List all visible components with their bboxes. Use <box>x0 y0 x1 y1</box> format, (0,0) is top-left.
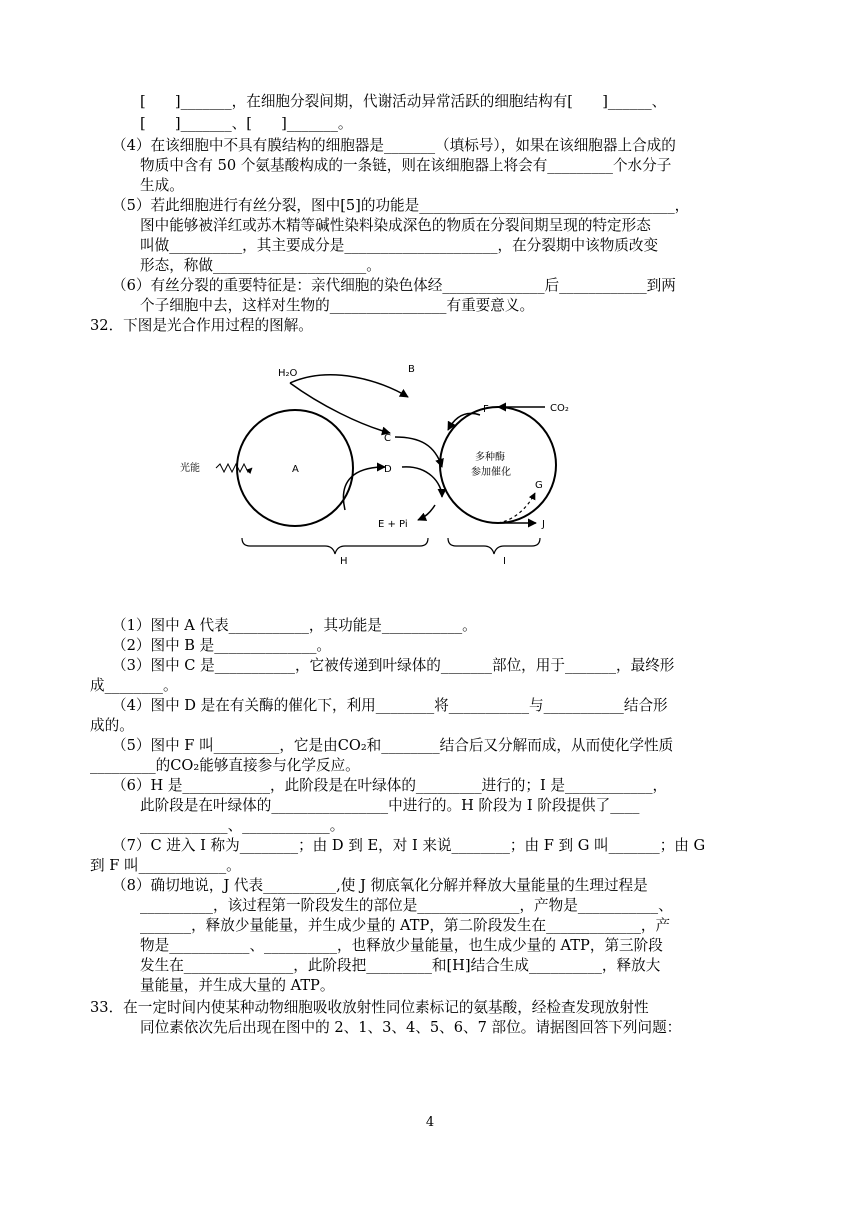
q32-8-line-2: __________，该过程第一阶段发生的部位是______________，产物是___________、 <box>140 897 673 914</box>
q31-5-line-1: （5）若此细胞进行有丝分裂，图中[5]的功能是___________________________________， <box>112 197 690 214</box>
q32-5-line-2: _________的CO₂能够直接参与化学反应。 <box>90 757 360 774</box>
q32-1: （1）图中 A 代表___________，其功能是___________。 <box>112 617 477 634</box>
label-g: G <box>535 480 543 491</box>
q32-6-line-1: （6）H 是____________，此阶段是在叶绿体的_________进行的；I 是____________， <box>112 777 668 794</box>
q31-4-line-3: 生成。 <box>140 177 184 194</box>
q32-4-line-1: （4）图中 D 是在有关酶的催化下，利用________将___________与___________结合形 <box>112 697 668 714</box>
q33-line-2: 同位素依次先后出现在图中的 2、1、3、4、5、6、7 部位。请据图回答下列问题： <box>140 1019 682 1036</box>
label-c: C <box>384 433 391 444</box>
label-enzyme-2: 参加催化 <box>471 467 511 478</box>
q32-7-line-1: （7）C 进入 I 称为________；由 D 到 E，对 I 来说________；由 F 到 G 叫_______；由 G <box>112 837 706 854</box>
label-j: J <box>542 519 545 530</box>
label-enzyme-1: 多种酶 <box>475 452 505 463</box>
label-e-pi: E + Pi <box>378 519 408 530</box>
q32-8-line-1: （8）确切地说，J 代表__________,使 J 彻底氧化分解并释放大量能量的生理过程是 <box>112 877 648 894</box>
q32-8-line-6: 量能量，并生成大量的 ATP。 <box>140 977 335 994</box>
label-a: A <box>292 464 299 475</box>
q32-3-line-1: （3）图中 C 是___________，它被传递到叶绿体的_______部位，用于_______，最终形 <box>112 657 675 674</box>
label-f: F <box>483 404 489 415</box>
q32-8-line-4: 物是___________、__________，也释放少量能量，也生成少量的 ATP，第三阶段 <box>140 937 663 954</box>
q31-5-line-3: 叫做__________，其主要成分是_____________________，在分裂期中该物质改变 <box>140 237 659 254</box>
q31-4-line-2: 物质中含有 50 个氨基酸构成的一条链，则在该细胞器上将会有_________个水分子 <box>140 157 672 174</box>
label-d: D <box>384 464 392 475</box>
q32-8-line-5: 发生在_______________，此阶段把_________和[H]结合生成__________，释放大 <box>140 957 661 974</box>
q32-2: （2）图中 B 是______________。 <box>112 637 332 654</box>
photosynthesis-diagram <box>180 355 600 570</box>
q32-7-line-2: 到 F 叫____________。 <box>90 857 241 874</box>
q32-title: 32．下图是光合作用过程的图解。 <box>90 317 313 334</box>
q32-4-line-2: 成的。 <box>90 717 134 734</box>
label-i: I <box>503 556 506 567</box>
q31-5-line-2: 图中能够被洋红或苏木精等碱性染料染成深色的物质在分裂间期呈现的特定形态 <box>140 217 651 234</box>
page-number: 4 <box>425 1115 435 1130</box>
label-b: B <box>408 364 415 375</box>
q31-line-a: [ ]_______，在细胞分裂间期，代谢活动异常活跃的细胞结构有[ ]______、 <box>140 93 667 110</box>
q32-6-line-3: ____________、____________。 <box>140 817 345 834</box>
q31-6-line-2: 个子细胞中去，这样对生物的________________有重要意义。 <box>140 297 535 314</box>
label-light: 光能 <box>180 463 200 474</box>
q32-8-line-3: _______，释放少量能量，并生成少量的 ATP，第二阶段发生在_____________，产 <box>140 917 671 934</box>
circle-i <box>440 407 556 523</box>
label-co2: CO₂ <box>550 403 569 414</box>
q31-5-line-4: 形态，称做_____________________。 <box>140 257 381 274</box>
q31-6-line-1: （6）有丝分裂的重要特征是：亲代细胞的染色体经______________后____________到两 <box>112 277 676 294</box>
q31-line-b: [ ]_______、[ ]_______。 <box>140 115 353 132</box>
q31-4-line-1: （4）在该细胞中不具有膜结构的细胞器是_______（填标号），如果在该细胞器上合成的 <box>112 137 676 154</box>
label-h: H <box>340 556 348 567</box>
q32-3-line-2: 成________。 <box>90 677 178 694</box>
label-h2o: H₂O <box>278 368 298 379</box>
q32-6-line-2: 此阶段是在叶绿体的________________中进行的。H 阶段为 I 阶段提供了____ <box>140 797 640 814</box>
q33-line-1: 33．在一定时间内使某种动物细胞吸收放射性同位素标记的氨基酸，经检查发现放射性 <box>90 999 649 1016</box>
q32-5-line-1: （5）图中 F 叫_________，它是由CO₂和________结合后又分解而成，从而使化学性质 <box>112 737 674 754</box>
